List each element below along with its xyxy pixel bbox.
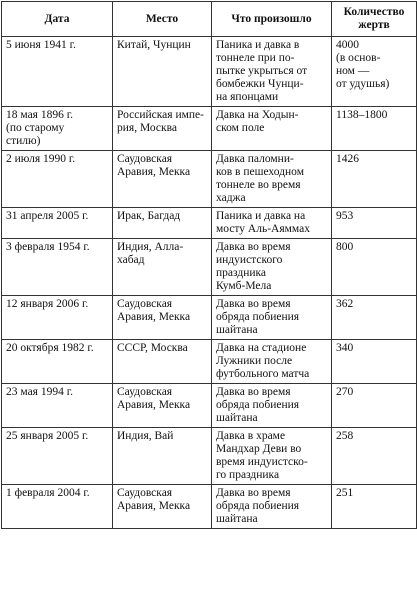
cell-date: 12 января 2006 г. xyxy=(2,296,113,340)
table-row xyxy=(2,151,417,208)
table-row xyxy=(2,239,417,296)
table-row xyxy=(2,428,417,485)
header-victims: Количество жертв xyxy=(332,2,417,37)
cell-place: Саудовская Аравия, Мекка xyxy=(113,296,212,340)
cell-event: Давка во время индуистского праздника Кумб-Мела xyxy=(212,239,332,296)
cell-victims: 258 xyxy=(332,428,417,485)
cell-place: Саудовская Аравия, Мекка xyxy=(113,485,212,529)
table-row xyxy=(2,107,417,151)
cell-date: 20 октября 1982 г. xyxy=(2,340,113,384)
cell-date: 5 июня 1941 г. xyxy=(2,37,113,107)
cell-event: Давка в храме Мандхар Деви во время индуистско- го праздника xyxy=(212,428,332,485)
cell-place: Индия, Алла- хабад xyxy=(113,239,212,296)
cell-event: Давка на стадионе Лужники после футбольного матча xyxy=(212,340,332,384)
cell-place: Российская импе- рия, Москва xyxy=(113,107,212,151)
table-row xyxy=(2,384,417,428)
cell-place: Ирак, Багдад xyxy=(113,208,212,239)
cell-victims: 4000 (в основ- ном — от удушья) xyxy=(332,37,417,107)
cell-event: Паника и давка на мосту Аль-Аяммах xyxy=(212,208,332,239)
cell-place: СССР, Москва xyxy=(113,340,212,384)
cell-date: 1 февраля 2004 г. xyxy=(2,485,113,529)
cell-place: Индия, Вай xyxy=(113,428,212,485)
table-row xyxy=(2,208,417,239)
disasters-table xyxy=(1,1,417,529)
cell-victims: 800 xyxy=(332,239,417,296)
header-date: Дата xyxy=(2,2,113,37)
cell-date: 2 июля 1990 г. xyxy=(2,151,113,208)
cell-event: Давка на Ходын- ском поле xyxy=(212,107,332,151)
cell-place: Саудовская Аравия, Мекка xyxy=(113,151,212,208)
table-row xyxy=(2,340,417,384)
table-row xyxy=(2,296,417,340)
document-page xyxy=(1,1,416,529)
cell-victims: 1426 xyxy=(332,151,417,208)
cell-place: Саудовская Аравия, Мекка xyxy=(113,384,212,428)
cell-victims: 953 xyxy=(332,208,417,239)
cell-victims: 362 xyxy=(332,296,417,340)
cell-victims: 340 xyxy=(332,340,417,384)
header-event: Что произошло xyxy=(212,2,332,37)
cell-event: Давка во время обряда побиения шайтана xyxy=(212,485,332,529)
cell-event: Давка паломни- ков в пешеходном тоннеле во время хаджа xyxy=(212,151,332,208)
cell-event: Давка во время обряда побиения шайтана xyxy=(212,296,332,340)
table-row xyxy=(2,37,417,107)
cell-place: Китай, Чунцин xyxy=(113,37,212,107)
cell-victims: 251 xyxy=(332,485,417,529)
cell-event: Давка во время обряда побиения шайтана xyxy=(212,384,332,428)
cell-victims: 1138–1800 xyxy=(332,107,417,151)
header-place: Место xyxy=(113,2,212,37)
table-header-row xyxy=(2,2,417,37)
cell-date: 23 мая 1994 г. xyxy=(2,384,113,428)
cell-date: 25 января 2005 г. xyxy=(2,428,113,485)
cell-date: 3 февраля 1954 г. xyxy=(2,239,113,296)
cell-event: Паника и давка в тоннеле при по- пытке укрыться от бомбежки Чунци- на японцами xyxy=(212,37,332,107)
table-row xyxy=(2,485,417,529)
cell-date: 18 мая 1896 г. (по старому стилю) xyxy=(2,107,113,151)
cell-date: 31 апреля 2005 г. xyxy=(2,208,113,239)
cell-victims: 270 xyxy=(332,384,417,428)
